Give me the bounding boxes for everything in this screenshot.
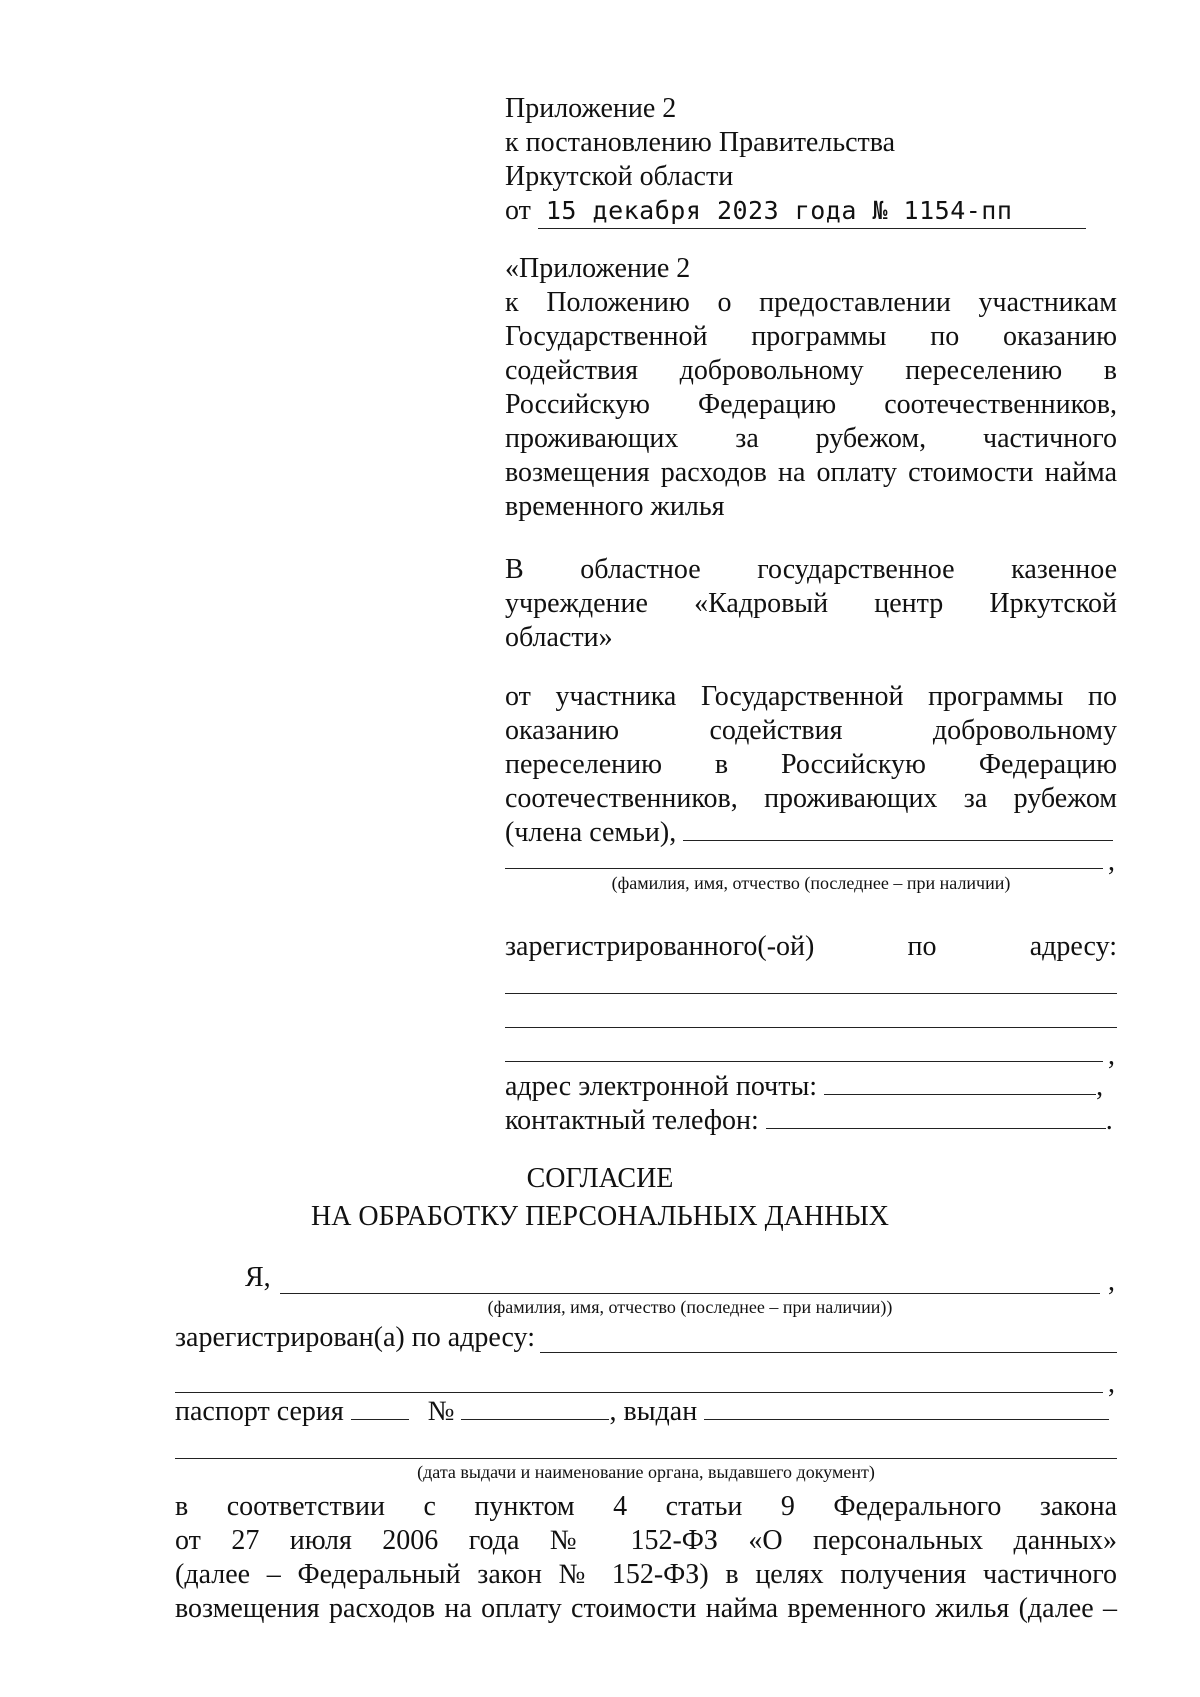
appendix-line: к Положению о предоставлении участникам <box>505 287 1117 318</box>
passport-series-label: паспорт серия <box>175 1396 344 1427</box>
passport-number-label: № <box>427 1396 455 1427</box>
title-line-1: СОГЛАСИЕ <box>526 1163 674 1194</box>
sender-name-field-line2[interactable] <box>505 868 1103 869</box>
issued-by-field-line2[interactable] <box>175 1458 1117 1459</box>
sender-address-line-2[interactable] <box>505 1027 1117 1028</box>
sender-fio-hint: (фамилия, имя, отчество (последнее – при наличии) <box>611 873 1011 893</box>
body-line: возмещения расходов на оплату стоимости найма временного жилья (далее – <box>175 1593 1117 1624</box>
header-line-3: Иркутской области <box>505 161 734 192</box>
sender-line: оказанию содействия добровольному <box>505 715 1117 746</box>
issued-label: , выдан <box>609 1396 698 1427</box>
addressee-line: учреждение «Кадровый центр Иркутской <box>505 588 1117 619</box>
email-row: адрес электронной почты: , <box>505 1071 1104 1102</box>
phone-row: контактный телефон: . <box>505 1105 1113 1136</box>
appendix-reference <box>505 252 1117 524</box>
appendix-line: возмещения расходов на оплату стоимости найма <box>505 457 1117 488</box>
addressee-block <box>505 553 1117 655</box>
passport-row <box>175 1396 1109 1428</box>
addressee-line: В областное государственное казенное <box>505 554 1117 585</box>
sender-line: от участника Государственной программы по <box>505 681 1117 712</box>
sender-registered-label: зарегистрированного(-ой) по адресу: <box>505 931 1117 962</box>
family-member-label: (члена семьи), <box>505 817 677 848</box>
email-field[interactable] <box>824 1093 1096 1095</box>
header-line-2: к постановлению Правительства <box>505 127 896 158</box>
consent-fio-field[interactable] <box>280 1293 1100 1294</box>
appendix-line: Государственной программы по оказанию <box>505 321 1117 352</box>
resolution-header <box>505 92 1117 229</box>
addressee-line: области» <box>505 622 613 653</box>
sender-name-field[interactable] <box>683 839 1113 841</box>
body-line: в соответствии с пунктом 4 статьи 9 Федерального закона <box>175 1491 1117 1522</box>
passport-number-field[interactable] <box>461 1418 609 1420</box>
resolution-date-number: 15 декабря 2023 года № 1154-пп <box>538 194 1086 229</box>
header-date-line <box>505 194 1117 229</box>
consent-title <box>0 1160 1200 1236</box>
sender-family-line <box>505 816 1117 850</box>
appendix-line: Российскую Федерацию соотечественников, <box>505 389 1117 420</box>
appendix-line: «Приложение 2 <box>505 253 691 284</box>
consent-registered-label: зарегистрирован(а) по адресу: <box>175 1322 535 1353</box>
header-line-1: Приложение 2 <box>505 93 677 124</box>
sender-address-line-3[interactable] <box>505 1061 1103 1062</box>
appendix-line: содействия добровольному переселению в <box>505 355 1117 386</box>
consent-fio-hint: (фамилия, имя, отчество (последнее – при наличии)) <box>487 1297 893 1317</box>
comma: , <box>1108 846 1115 877</box>
sender-address-block <box>505 930 1117 964</box>
phone-field[interactable] <box>766 1127 1106 1129</box>
sender-line: переселению в Российскую Федерацию <box>505 749 1117 780</box>
body-line: от 27 июля 2006 года № 152-ФЗ «О персональных данных» <box>175 1525 1117 1556</box>
passport-series-field[interactable] <box>351 1418 409 1420</box>
sender-address-line-1[interactable] <box>505 993 1117 994</box>
issued-by-field[interactable] <box>704 1418 1109 1420</box>
comma: , <box>1108 1368 1115 1399</box>
appendix-line: проживающих за рубежом, частичного <box>505 423 1117 454</box>
date-prefix: от <box>505 195 531 226</box>
consent-address-field-1[interactable] <box>540 1352 1117 1353</box>
sender-contacts <box>505 1070 1117 1138</box>
body-line: (далее – Федеральный закон № 152-ФЗ) в целях получения частичного <box>175 1559 1117 1590</box>
comma: , <box>1108 1266 1115 1297</box>
sender-block <box>505 680 1117 850</box>
appendix-line: временного жилья <box>505 491 725 522</box>
issued-hint: (дата выдачи и наименование органа, выдавшего документ) <box>417 1462 875 1482</box>
sender-line: соотечественников, проживающих за рубежом <box>505 783 1117 814</box>
consent-body <box>175 1490 1117 1626</box>
title-line-2: НА ОБРАБОТКУ ПЕРСОНАЛЬНЫХ ДАННЫХ <box>310 1201 889 1232</box>
email-label: адрес электронной почты: <box>505 1071 818 1102</box>
consent-address-field-2[interactable] <box>175 1392 1103 1393</box>
phone-label: контактный телефон: <box>505 1105 759 1136</box>
comma: , <box>1108 1040 1115 1071</box>
i-label: Я, <box>245 1262 271 1293</box>
